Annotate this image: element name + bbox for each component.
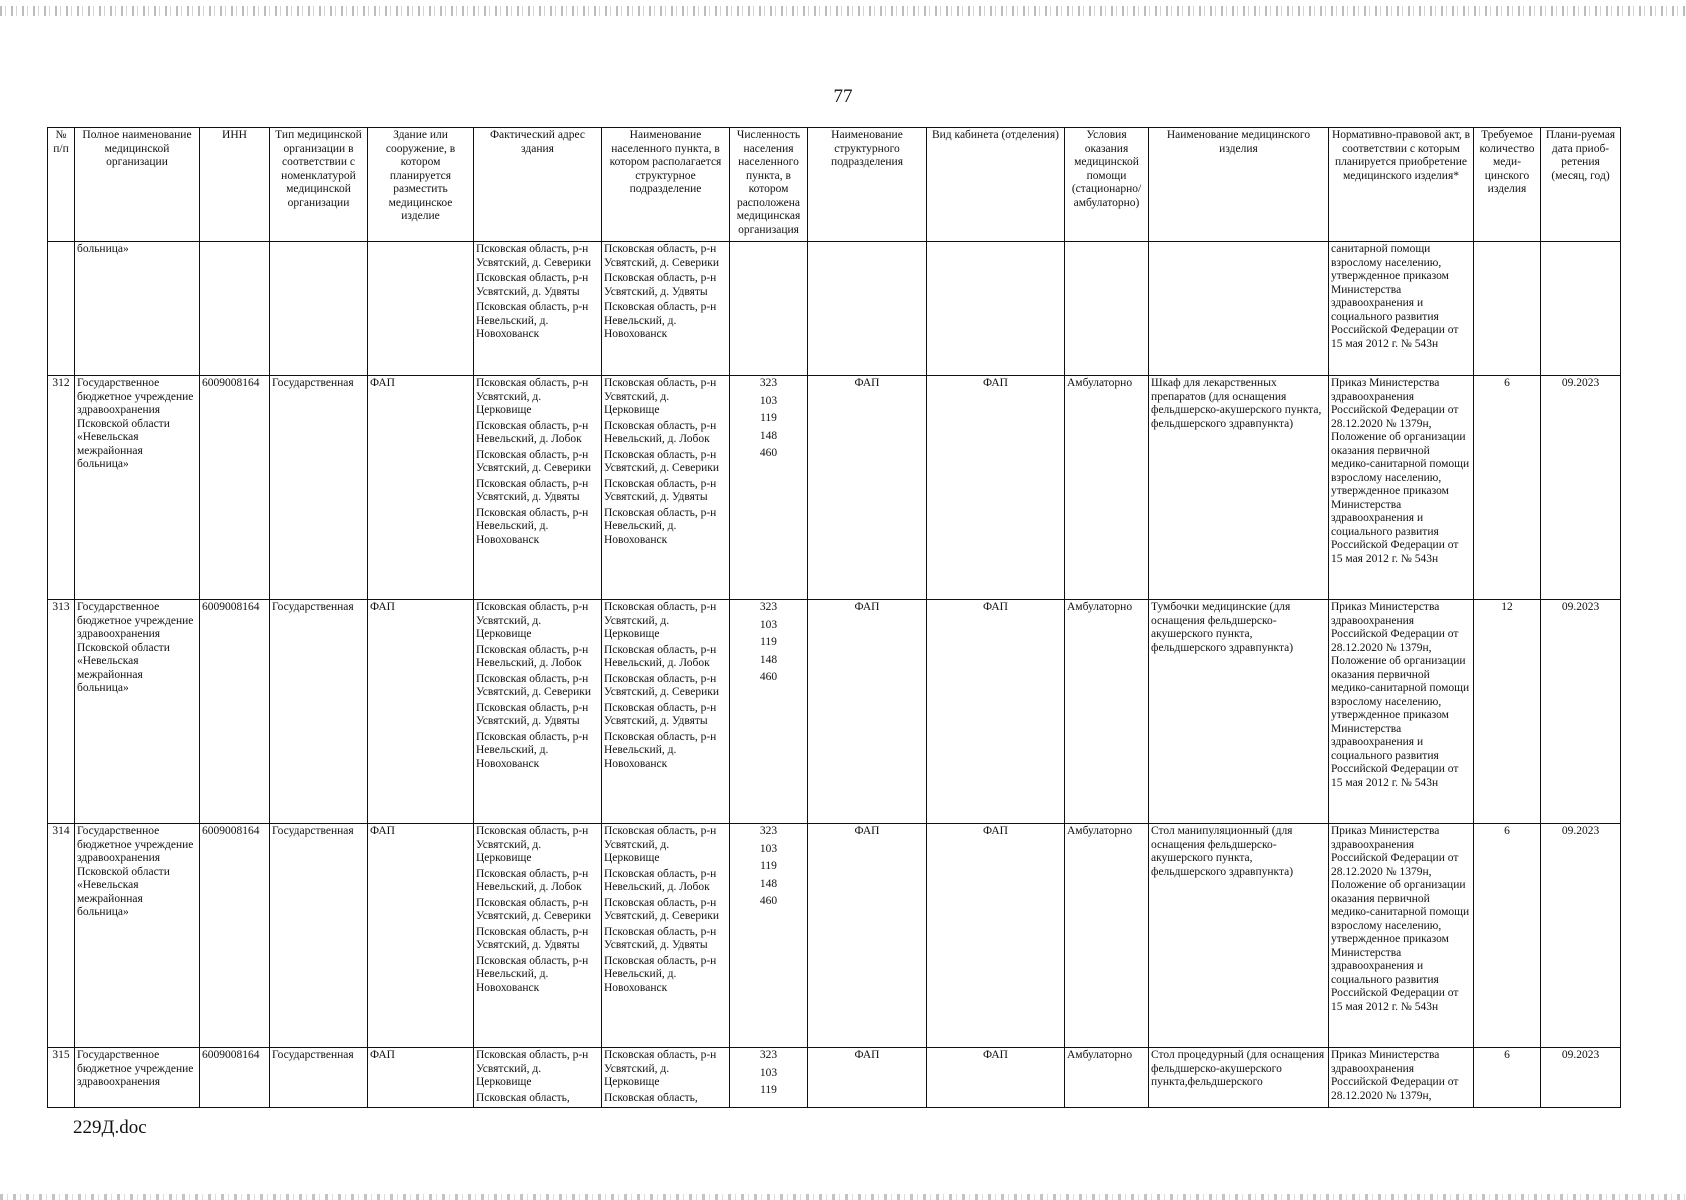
address-line: Псковская область, р-н Невельский, д. Новохованск: [476, 954, 589, 994]
cell-device: Стол процедурный (для оснащения фельдшерско-акушерского пункта,фельдшерского: [1149, 1048, 1329, 1108]
header-org: Полное наименование медицинской организации: [75, 128, 200, 242]
population-value: 460: [759, 447, 778, 459]
equipment-table: [47, 127, 1621, 1108]
address-line: Псковская область, р-н Невельский, д. Лобок: [476, 419, 589, 445]
cell-unit: ФАП: [808, 600, 927, 824]
population-value: 103: [759, 618, 778, 631]
locality-line: Псковская область, р-н Усвятский, д. Церковище: [604, 825, 717, 864]
address-line: Псковская область, р-н Усвятский, д. Северики: [476, 896, 591, 922]
cell-conditions: [1065, 242, 1149, 376]
address-line: Псковская область, р-н Усвятский, д. Удвяты: [476, 925, 589, 951]
population-value: 323: [759, 601, 778, 613]
locality-line: Псковская область, р-н Невельский, д. Новохованск: [604, 730, 717, 770]
locality-line: Псковская область,: [604, 1091, 698, 1104]
address-line: Псковская область, р-н Усвятский, д. Северики: [476, 448, 591, 474]
header-address: Фактический адрес здания: [474, 128, 602, 242]
cell-room: ФАП: [927, 376, 1065, 600]
cell-address: [474, 242, 602, 376]
locality-line: Псковская область, р-н Усвятский, д. Церковище: [604, 377, 717, 416]
locality-line: Псковская область, р-н Усвятский, д. Удвяты: [604, 477, 717, 503]
population-value: 119: [760, 412, 777, 424]
locality-line: Псковская область, р-н Усвятский, д. Удвяты: [604, 925, 717, 951]
cell-population: [730, 1048, 808, 1108]
cell-date: 09.2023: [1541, 600, 1621, 824]
locality-line: Псковская область, р-н Усвятский, д. Удвяты: [604, 701, 717, 727]
locality-line: Псковская область, р-н Невельский, д. Лобок: [604, 643, 717, 669]
cell-device: [1149, 242, 1329, 376]
cell-locality: [602, 1048, 730, 1108]
cell-qty: [1474, 242, 1541, 376]
table-row-continuation: [48, 242, 1621, 376]
cell-num: 315: [48, 1048, 75, 1108]
cell-type: Государственная: [270, 1048, 368, 1108]
page-number: 77: [833, 86, 853, 107]
cell-device: Шкаф для лекарственных препаратов (для оснащения фельдшерско-акушерского пункта, фельдшерского здравпункта): [1149, 376, 1329, 600]
locality-line: Псковская область, р-н Усвятский, д. Северики: [604, 243, 719, 269]
header-conditions: Условия оказания медицинской помощи (стационарно/ амбулаторно): [1065, 128, 1149, 242]
address-line: Псковская область, р-н Невельский, д. Новохованск: [476, 730, 589, 770]
cell-building: ФАП: [368, 824, 474, 1048]
population-value: 103: [759, 842, 778, 855]
cell-qty: 6: [1474, 1048, 1541, 1108]
header-inn: ИНН: [200, 128, 270, 242]
locality-line: Псковская область, р-н Усвятский, д. Удвяты: [604, 272, 717, 298]
locality-line: Псковская область, р-н Невельский, д. Лобок: [604, 867, 717, 893]
cell-address: [474, 600, 602, 824]
cell-inn: 6009008164: [200, 824, 270, 1048]
locality-line: Псковская область, р-н Невельский, д. Новохованск: [604, 506, 717, 546]
cell-building: ФАП: [368, 1048, 474, 1108]
cell-building: ФАП: [368, 600, 474, 824]
locality-line: Псковская область, р-н Невельский, д. Новохованск: [604, 301, 717, 340]
population-value: 119: [760, 636, 777, 648]
cell-org: Государственное бюджетное учреждение здравоохранения: [75, 1048, 200, 1108]
cell-unit: ФАП: [808, 376, 927, 600]
table-row: [48, 824, 1621, 1048]
table-row: [48, 600, 1621, 824]
header-device: Наименование медицинского изделия: [1149, 128, 1329, 242]
cell-org: Государственное бюджетное учреждение здравоохранения Псковской области «Невельская межрайонная больница»: [75, 824, 200, 1048]
cell-conditions: Амбулаторно: [1065, 1048, 1149, 1108]
cell-conditions: Амбулаторно: [1065, 600, 1149, 824]
population-value: 323: [759, 1049, 778, 1061]
scan-edge-top: [0, 6, 1686, 16]
cell-address: [474, 824, 602, 1048]
cell-locality: [602, 600, 730, 824]
locality-line: Псковская область, р-н Невельский, д. Новохованск: [604, 954, 717, 994]
cell-room: ФАП: [927, 824, 1065, 1048]
cell-inn: 6009008164: [200, 376, 270, 600]
population-value: 103: [759, 394, 778, 407]
address-line: Псковская область, р-н Усвятский, д. Церковище: [476, 825, 589, 864]
document-filename: 229Д.doc: [73, 1117, 147, 1138]
cell-act: Приказ Министерства здравоохранения Российской Федерации от 28.12.2020 № 1379н, Положение об организации оказания первичной медико-санитарной помощи взрослому населению, утвержденное приказом Министерства здравоохранения и социального развития Российской Федерации от 15 мая 2012 г. № 543н: [1329, 824, 1474, 1048]
population-value: 323: [759, 825, 778, 837]
cell-locality: [602, 824, 730, 1048]
cell-device: Стол манипуляционный (для оснащения фельдшерско-акушерского пункта, фельдшерского здравпункта): [1149, 824, 1329, 1048]
population-value: 460: [759, 671, 778, 683]
population-value: 148: [759, 877, 778, 890]
cell-locality: [602, 242, 730, 376]
cell-org: Государственное бюджетное учреждение здравоохранения Псковской области «Невельская межрайонная больница»: [75, 600, 200, 824]
cell-num: 314: [48, 824, 75, 1048]
cell-inn: 6009008164: [200, 600, 270, 824]
address-line: Псковская область, р-н Невельский, д. Лобок: [476, 867, 589, 893]
header-type: Тип медицинской организации в соответствии с номенклатурой медицинской организации: [270, 128, 368, 242]
locality-line: Псковская область, р-н Усвятский, д. Северики: [604, 448, 719, 474]
population-value: 103: [759, 1066, 778, 1079]
address-line: Псковская область, р-н Невельский, д. Новохованск: [476, 506, 589, 546]
cell-population: [730, 242, 808, 376]
cell-device: Тумбочки медицинские (для оснащения фельдшерско-акушерского пункта, фельдшерского здравпункта): [1149, 600, 1329, 824]
locality-line: Псковская область, р-н Усвятский, д. Церковище: [604, 1049, 717, 1088]
address-line: Псковская область,: [476, 1091, 570, 1104]
locality-line: Псковская область, р-н Усвятский, д. Северики: [604, 896, 719, 922]
cell-unit: [808, 242, 927, 376]
cell-num: 312: [48, 376, 75, 600]
cell-date: 09.2023: [1541, 376, 1621, 600]
table-header-row: [48, 128, 1621, 242]
address-line: Псковская область, р-н Усвятский, д. Удвяты: [476, 701, 589, 727]
header-qty: Требуемое количество меди-цинского изделия: [1474, 128, 1541, 242]
header-act: Нормативно-правовой акт, в соответствии с которым планируется приобретение медицинского изделия*: [1329, 128, 1474, 242]
header-unit: Наименование структурного подразделения: [808, 128, 927, 242]
cell-qty: 6: [1474, 824, 1541, 1048]
cell-type: [270, 242, 368, 376]
address-line: Псковская область, р-н Усвятский, д. Церковище: [476, 377, 589, 416]
address-line: Псковская область, р-н Невельский, д. Лобок: [476, 643, 589, 669]
cell-inn: [200, 242, 270, 376]
cell-qty: 12: [1474, 600, 1541, 824]
cell-room: ФАП: [927, 1048, 1065, 1108]
cell-population: [730, 376, 808, 600]
cell-inn: 6009008164: [200, 1048, 270, 1108]
cell-org: Государственное бюджетное учреждение здравоохранения Псковской области «Невельская межрайонная больница»: [75, 376, 200, 600]
header-locality: Наименование населенного пункта, в котором располагается структурное подразделение: [602, 128, 730, 242]
cell-address: [474, 1048, 602, 1108]
population-value: 119: [760, 1084, 777, 1096]
header-population: Численность населения населенного пункта, в котором расположена медицинская организация: [730, 128, 808, 242]
table-row: [48, 376, 1621, 600]
locality-line: Псковская область, р-н Усвятский, д. Северики: [604, 672, 719, 698]
cell-address: [474, 376, 602, 600]
address-line: Псковская область, р-н Усвятский, д. Удвяты: [476, 272, 589, 298]
locality-line: Псковская область, р-н Усвятский, д. Церковище: [604, 601, 717, 640]
cell-act: санитарной помощи взрослому населению, утвержденное приказом Министерства здравоохранения и социального развития Российской Федерации от 15 мая 2012 г. № 543н: [1329, 242, 1474, 376]
population-value: 460: [759, 895, 778, 907]
cell-num: [48, 242, 75, 376]
population-value: 119: [760, 860, 777, 872]
cell-room: ФАП: [927, 600, 1065, 824]
population-value: 148: [759, 429, 778, 442]
cell-conditions: Амбулаторно: [1065, 376, 1149, 600]
cell-room: [927, 242, 1065, 376]
cell-population: [730, 824, 808, 1048]
cell-qty: 6: [1474, 376, 1541, 600]
address-line: Псковская область, р-н Усвятский, д. Удвяты: [476, 477, 589, 503]
address-line: Псковская область, р-н Невельский, д. Новохованск: [476, 301, 589, 340]
cell-unit: ФАП: [808, 824, 927, 1048]
cell-act: Приказ Министерства здравоохранения Российской Федерации от 28.12.2020 № 1379н,: [1329, 1048, 1474, 1108]
cell-act: Приказ Министерства здравоохранения Российской Федерации от 28.12.2020 № 1379н, Положение об организации оказания первичной медико-санитарной помощи взрослому населению, утвержденное приказом Министерства здравоохранения и социального развития Российской Федерации от 15 мая 2012 г. № 543н: [1329, 600, 1474, 824]
cell-type: Государственная: [270, 824, 368, 1048]
population-value: 323: [759, 377, 778, 389]
table-row: [48, 1048, 1621, 1108]
locality-line: Псковская область, р-н Невельский, д. Лобок: [604, 419, 717, 445]
cell-num: 313: [48, 600, 75, 824]
cell-building: [368, 242, 474, 376]
header-building: Здание или сооружение, в котором планируется разместить медицинское изделие: [368, 128, 474, 242]
cell-population: [730, 600, 808, 824]
cell-date: [1541, 242, 1621, 376]
address-line: Псковская область, р-н Усвятский, д. Церковище: [476, 601, 589, 640]
cell-type: Государственная: [270, 600, 368, 824]
cell-building: ФАП: [368, 376, 474, 600]
header-num: № п/п: [48, 128, 75, 242]
cell-unit: ФАП: [808, 1048, 927, 1108]
cell-conditions: Амбулаторно: [1065, 824, 1149, 1048]
cell-org: больница»: [75, 242, 200, 376]
cell-date: 09.2023: [1541, 824, 1621, 1048]
address-line: Псковская область, р-н Усвятский, д. Северики: [476, 243, 591, 269]
scan-edge-bottom: [0, 1194, 1686, 1200]
header-room: Вид кабинета (отделения): [927, 128, 1065, 242]
population-value: 148: [759, 653, 778, 666]
cell-type: Государственная: [270, 376, 368, 600]
cell-date: 09.2023: [1541, 1048, 1621, 1108]
address-line: Псковская область, р-н Усвятский, д. Церковище: [476, 1049, 589, 1088]
address-line: Псковская область, р-н Усвятский, д. Северики: [476, 672, 591, 698]
header-date: Плани-руемая дата приоб-ретения (месяц, год): [1541, 128, 1621, 242]
cell-locality: [602, 376, 730, 600]
cell-act: Приказ Министерства здравоохранения Российской Федерации от 28.12.2020 № 1379н, Положение об организации оказания первичной медико-санитарной помощи взрослому населению, утвержденное приказом Министерства здравоохранения и социального развития Российской Федерации от 15 мая 2012 г. № 543н: [1329, 376, 1474, 600]
